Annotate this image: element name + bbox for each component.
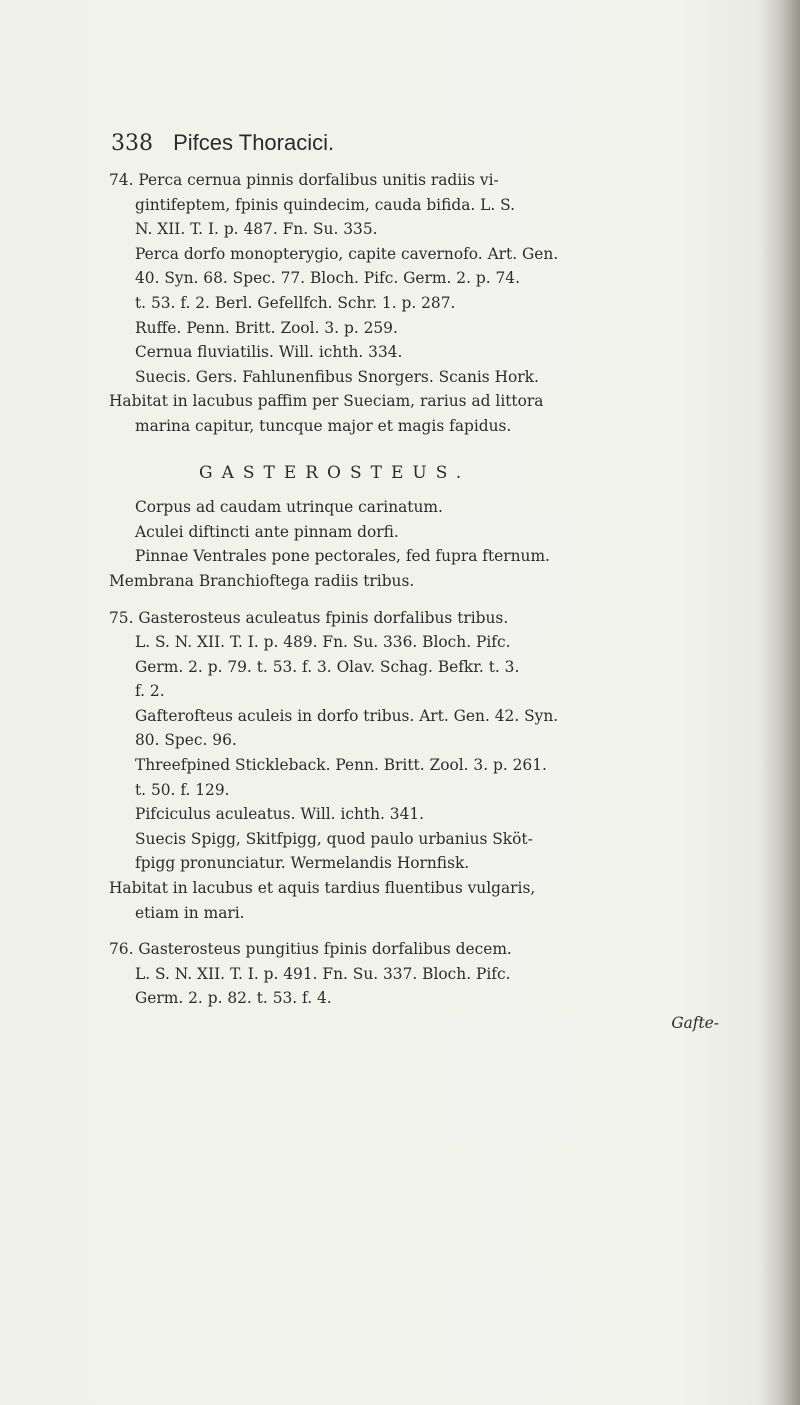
entry-line: 80. Spec. 96. bbox=[135, 731, 237, 750]
entry-line: Germ. 2. p. 82. t. 53. f. 4. bbox=[135, 989, 332, 1008]
page-edge-shadow bbox=[760, 0, 800, 1405]
entry-line: t. 50. f. 129. bbox=[135, 780, 230, 799]
genus-characters bbox=[109, 495, 749, 593]
entry-line: f. 2. bbox=[135, 682, 165, 701]
running-title: Pifces Thoracici. bbox=[173, 130, 335, 155]
genus-line: Aculei diftincti ante pinnam dorfi. bbox=[135, 522, 399, 541]
page-number: 338 bbox=[111, 131, 153, 156]
entry-line: fpigg pronunciatur. Wermelandis Hornfisk. bbox=[135, 854, 470, 873]
habitat-line: marina capitur, tuncque major et magis fapidus. bbox=[135, 416, 512, 435]
genus-line: Pinnae Ventrales pone pectorales, fed fupra fternum. bbox=[135, 547, 550, 566]
entry-line: Cernua fluviatilis. Will. ichth. 334. bbox=[135, 343, 403, 362]
entry-line: 74. Perca cernua pinnis dorfalibus unitis radiis vi- bbox=[109, 171, 499, 189]
entry-line: L. S. N. XII. T. I. p. 489. Fn. Su. 336. Bloch. Pifc. bbox=[135, 633, 511, 652]
running-header bbox=[111, 130, 711, 156]
page-text bbox=[109, 168, 749, 1036]
habitat-line: etiam in mari. bbox=[135, 903, 245, 922]
habitat-line: Habitat in lacubus paffim per Sueciam, rarius ad littora bbox=[109, 392, 544, 411]
entry-line: N. XII. T. I. p. 487. Fn. Su. 335. bbox=[135, 220, 378, 239]
genus-title: GASTEROSTEUS. bbox=[199, 462, 471, 483]
entry-75 bbox=[109, 606, 749, 926]
habitat-line: Habitat in lacubus et aquis tardius fluentibus vulgaris, bbox=[109, 879, 536, 898]
entry-line: Threefpined Stickleback. Penn. Britt. Zool. 3. p. 261. bbox=[135, 756, 547, 775]
entry-74 bbox=[109, 168, 749, 439]
catchword: Gafte- bbox=[671, 1014, 719, 1032]
entry-line: Perca dorfo monopterygio, capite cavernofo. Art. Gen. bbox=[135, 244, 559, 263]
entry-76 bbox=[109, 937, 749, 1011]
genus-line: Membrana Branchioftega radiis tribus. bbox=[109, 571, 415, 590]
entry-line: gintifeptem, fpinis quindecim, cauda bifida. L. S. bbox=[135, 195, 516, 214]
entry-line: Suecis. Gers. Fahlunenfibus Snorgers. Scanis Hork. bbox=[135, 367, 539, 386]
entry-line: 76. Gasterosteus pungitius fpinis dorfalibus decem. bbox=[109, 940, 512, 959]
entry-line: 40. Syn. 68. Spec. 77. Bloch. Pifc. Germ. 2. p. 74. bbox=[135, 269, 520, 288]
entry-line: Germ. 2. p. 79. t. 53. f. 3. Olav. Schag. Befkr. t. 3. bbox=[135, 657, 520, 676]
entry-line: Pifciculus aculeatus. Will. ichth. 341. bbox=[135, 805, 425, 824]
entry-line: L. S. N. XII. T. I. p. 491. Fn. Su. 337. Bloch. Pifc. bbox=[135, 964, 511, 983]
entry-line: Ruffe. Penn. Britt. Zool. 3. p. 259. bbox=[135, 318, 398, 337]
entry-line: 75. Gasterosteus aculeatus fpinis dorfalibus tribus. bbox=[109, 608, 509, 627]
genus-line: Corpus ad caudam utrinque carinatum. bbox=[135, 498, 443, 517]
entry-line: Gafterofteus aculeis in dorfo tribus. Art. Gen. 42. Syn. bbox=[135, 706, 559, 725]
entry-line: Suecis Spigg, Skitfpigg, quod paulo urbanius Sköt- bbox=[135, 829, 533, 848]
entry-line: t. 53. f. 2. Berl. Gefellfch. Schr. 1. p. 287. bbox=[135, 293, 456, 312]
